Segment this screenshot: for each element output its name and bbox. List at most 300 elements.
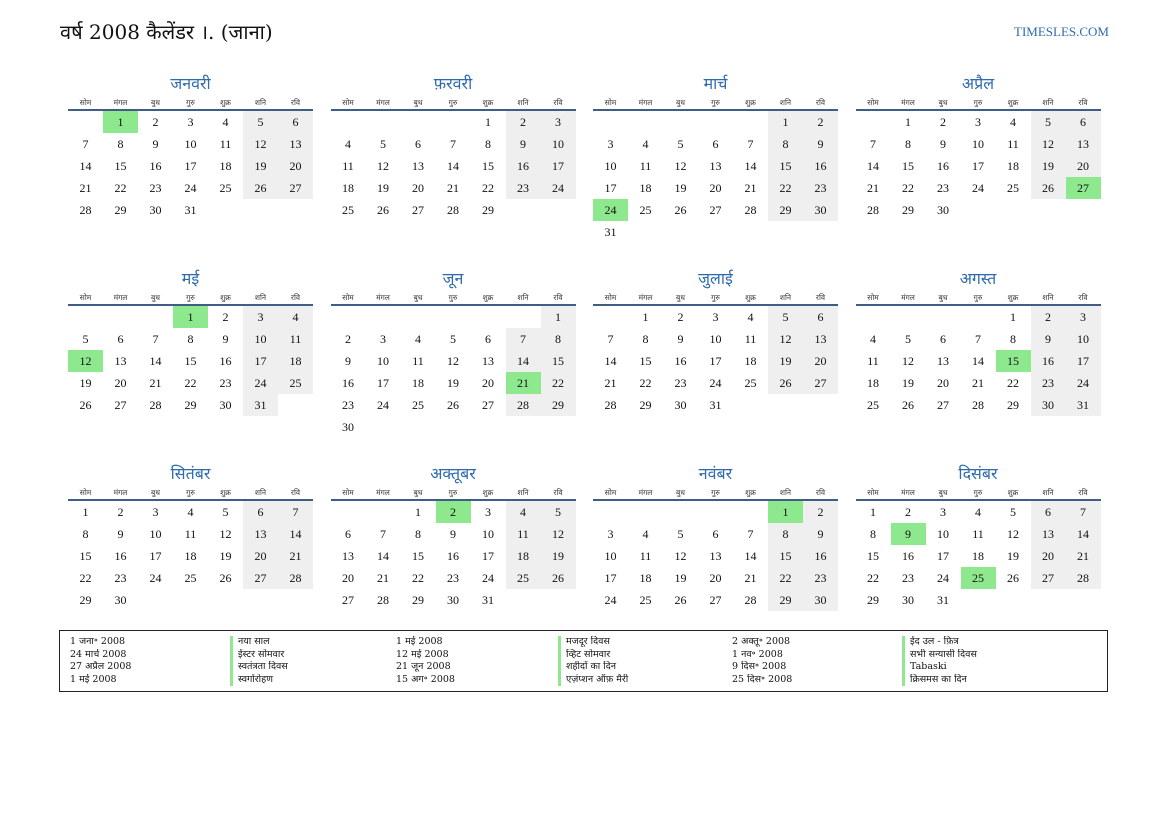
weekday-header: रवि — [278, 96, 313, 110]
day-cell: 17 — [972, 158, 984, 173]
empty-cell — [961, 416, 996, 438]
weekday-header: सोम — [856, 291, 891, 305]
empty-cell — [331, 500, 366, 523]
empty-cell — [436, 110, 471, 133]
weekday-header: बुध — [401, 486, 436, 500]
day-cell: 8 — [1010, 331, 1016, 346]
holiday-name: क्रिसमस का दिन — [902, 674, 1102, 687]
empty-cell — [506, 305, 541, 328]
day-cell: 5 — [541, 500, 576, 523]
empty-cell — [436, 221, 471, 243]
day-cell: 10 — [541, 133, 576, 155]
day-cell: 23 — [803, 567, 838, 589]
weekday-header: सोम — [856, 96, 891, 110]
day-cell: 22 — [412, 570, 424, 585]
day-cell: 29 — [902, 202, 914, 217]
day-cell: 17 — [1066, 350, 1101, 372]
day-cell: 22 — [482, 180, 494, 195]
day-cell: 6 — [712, 526, 719, 541]
day-cell: 30 — [674, 397, 687, 412]
day-cell: 13 — [937, 353, 949, 368]
weekday-header: शुक्र — [471, 486, 506, 500]
empty-cell — [803, 394, 838, 416]
day-cell: 19 — [902, 375, 914, 390]
day-cell: 18 — [219, 158, 232, 173]
day-cell: 8 — [415, 526, 421, 541]
day-cell: 11 — [412, 353, 424, 368]
day-cell: 21 — [604, 375, 617, 390]
day-cell: 1 — [415, 504, 421, 519]
day-cell: 1 — [768, 110, 803, 133]
day-cell: 28 — [744, 592, 757, 607]
day-cell: 20 — [1066, 155, 1101, 177]
empty-cell — [663, 416, 698, 438]
day-cell: 2 — [222, 309, 229, 324]
empty-cell — [1031, 589, 1066, 611]
day-cell: 31 — [243, 394, 278, 416]
empty-cell — [278, 589, 313, 611]
month-table — [331, 486, 576, 633]
empty-cell — [768, 416, 803, 438]
weekday-header: सोम — [856, 486, 891, 500]
empty-cell — [541, 589, 576, 611]
day-cell: 6 — [243, 500, 278, 523]
empty-cell — [208, 416, 243, 438]
month-name: मार्च — [703, 74, 728, 93]
empty-cell — [506, 199, 541, 221]
day-cell: 15 — [639, 353, 652, 368]
day-cell: 18 — [639, 180, 652, 195]
day-cell: 2 — [1031, 305, 1066, 328]
day-cell: 24 — [184, 180, 197, 195]
day-cell: 4 — [222, 114, 229, 129]
day-cell: 19 — [541, 545, 576, 567]
day-cell: 5 — [243, 110, 278, 133]
day-cell: 10 — [149, 526, 162, 541]
day-cell: 4 — [415, 331, 421, 346]
day-cell: 10 — [937, 526, 949, 541]
empty-cell — [926, 221, 961, 243]
day-cell: 22 — [114, 180, 127, 195]
weekday-header: शुक्र — [733, 486, 768, 500]
month-calendar — [68, 267, 313, 454]
day-cell: 15 — [79, 548, 92, 563]
month-name: नवंबर — [698, 464, 733, 483]
day-cell: 16 — [219, 353, 232, 368]
day-cell: 7 — [747, 526, 754, 541]
day-cell: 25 — [412, 397, 424, 412]
empty-cell — [68, 221, 103, 243]
day-cell: 30 — [1031, 394, 1066, 416]
legend-name-column — [902, 636, 1102, 691]
day-cell: 10 — [1066, 328, 1101, 350]
day-cell: 13 — [803, 328, 838, 350]
day-cell: 22 — [768, 567, 803, 589]
empty-cell — [768, 221, 803, 243]
day-cell: 18 — [867, 375, 879, 390]
day-cell: 8 — [642, 331, 649, 346]
month-calendar — [331, 462, 576, 649]
day-cell: 4 — [506, 500, 541, 523]
day-cell: 26 — [674, 202, 687, 217]
weekday-header: मंगल — [628, 486, 663, 500]
empty-cell — [1031, 416, 1066, 438]
day-cell: 25 — [184, 570, 197, 585]
day-cell: 13 — [709, 158, 722, 173]
month-table — [331, 96, 576, 243]
day-cell: 31 — [1066, 394, 1101, 416]
empty-cell — [278, 416, 313, 438]
day-cell: 8 — [117, 136, 124, 151]
day-cell: 23 — [219, 375, 232, 390]
day-cell: 20 — [243, 545, 278, 567]
day-cell: 25 — [744, 375, 757, 390]
day-cell: 11 — [278, 328, 313, 350]
empty-cell — [243, 589, 278, 611]
day-cell: 28 — [79, 202, 92, 217]
day-cell: 28 — [278, 567, 313, 589]
weekday-header: सोम — [68, 291, 103, 305]
day-cell: 29 — [482, 202, 494, 217]
day-cell: 31 — [937, 592, 949, 607]
weekday-header: गुरु — [173, 96, 208, 110]
day-cell: 17 — [604, 570, 617, 585]
day-cell: 27 — [342, 592, 354, 607]
day-cell: 29 — [768, 199, 803, 221]
day-cell: 22 — [768, 177, 803, 199]
empty-cell — [541, 199, 576, 221]
day-cell: 2 — [905, 504, 911, 519]
day-cell: 18 — [1007, 158, 1019, 173]
day-cell: 2 — [803, 500, 838, 523]
day-cell: 24 — [243, 372, 278, 394]
day-cell: 22 — [79, 570, 92, 585]
month-name: अक्तूबर — [430, 464, 476, 483]
day-cell: 2 — [940, 114, 946, 129]
empty-cell — [138, 221, 173, 243]
weekday-header: शुक्र — [208, 291, 243, 305]
day-cell: 14 — [972, 353, 984, 368]
empty-cell — [663, 500, 698, 523]
day-cell: 1 — [870, 504, 876, 519]
day-cell: 21 — [447, 180, 459, 195]
empty-cell — [278, 394, 313, 416]
day-cell: 12 — [674, 158, 687, 173]
empty-cell — [856, 221, 891, 243]
empty-cell — [663, 221, 698, 243]
day-cell: 15 — [184, 353, 197, 368]
day-cell: 9 — [891, 523, 926, 545]
weekday-header: शुक्र — [996, 486, 1031, 500]
empty-cell — [698, 221, 733, 243]
empty-cell — [803, 221, 838, 243]
day-cell: 10 — [482, 526, 494, 541]
day-cell: 12 — [674, 548, 687, 563]
empty-cell — [733, 221, 768, 243]
empty-cell — [733, 394, 768, 416]
holiday-date: 2 अक्तू॰ 2008 — [732, 636, 791, 647]
day-cell: 13 — [412, 158, 424, 173]
empty-cell — [366, 416, 401, 438]
legend-date-column — [70, 636, 230, 691]
weekday-header: बुध — [663, 96, 698, 110]
weekday-header: शनि — [768, 291, 803, 305]
day-cell: 29 — [1007, 397, 1019, 412]
empty-cell — [1031, 221, 1066, 243]
month-table — [68, 96, 313, 243]
day-cell: 1 — [1010, 309, 1016, 324]
day-cell: 16 — [342, 375, 354, 390]
weekday-header: बुध — [926, 486, 961, 500]
day-cell: 26 — [447, 397, 459, 412]
empty-cell — [1066, 589, 1101, 611]
month-name: दिसंबर — [958, 464, 998, 483]
day-cell: 19 — [377, 180, 389, 195]
month-calendar — [331, 267, 576, 454]
day-cell: 23 — [937, 180, 949, 195]
day-cell: 20 — [803, 350, 838, 372]
day-cell: 19 — [1007, 548, 1019, 563]
day-cell: 15 — [541, 350, 576, 372]
empty-cell — [471, 221, 506, 243]
day-cell: 26 — [219, 570, 232, 585]
day-cell: 25 — [342, 202, 354, 217]
weekday-header: बुध — [663, 486, 698, 500]
day-cell: 3 — [607, 136, 614, 151]
empty-cell — [471, 305, 506, 328]
weekday-header: रवि — [803, 486, 838, 500]
day-cell: 18 — [412, 375, 424, 390]
weekday-header: रवि — [541, 291, 576, 305]
weekday-header: गुरु — [436, 96, 471, 110]
weekday-header: मंगल — [628, 96, 663, 110]
day-cell: 7 — [607, 331, 614, 346]
day-cell: 10 — [709, 331, 722, 346]
empty-cell — [68, 110, 103, 133]
day-cell: 27 — [243, 567, 278, 589]
month-table — [856, 486, 1101, 633]
day-cell: 21 — [377, 570, 389, 585]
day-cell: 26 — [243, 177, 278, 199]
day-cell: 23 — [506, 177, 541, 199]
day-cell: 10 — [604, 548, 617, 563]
weekday-header: शुक्र — [208, 486, 243, 500]
day-cell: 16 — [149, 158, 162, 173]
month-table — [856, 291, 1101, 438]
day-cell: 6 — [345, 526, 351, 541]
empty-cell — [138, 416, 173, 438]
month-name: जनवरी — [170, 74, 211, 93]
weekday-header: सोम — [331, 291, 366, 305]
empty-cell — [698, 416, 733, 438]
empty-cell — [768, 394, 803, 416]
day-cell: 25 — [867, 397, 879, 412]
day-cell: 14 — [79, 158, 92, 173]
weekday-header: शनि — [506, 96, 541, 110]
weekday-header: मंगल — [628, 291, 663, 305]
day-cell: 21 — [867, 180, 879, 195]
month-name: मई — [181, 269, 200, 288]
day-cell: 24 — [593, 199, 628, 221]
empty-cell — [401, 110, 436, 133]
empty-cell — [593, 305, 628, 328]
day-cell: 25 — [506, 567, 541, 589]
day-cell: 14 — [149, 353, 162, 368]
day-cell: 12 — [541, 523, 576, 545]
day-cell: 17 — [184, 158, 197, 173]
day-cell: 5 — [82, 331, 89, 346]
day-cell: 20 — [412, 180, 424, 195]
empty-cell — [506, 221, 541, 243]
day-cell: 6 — [415, 136, 421, 151]
month-calendar — [856, 267, 1101, 454]
day-cell: 9 — [506, 133, 541, 155]
empty-cell — [593, 500, 628, 523]
empty-cell — [961, 221, 996, 243]
weekday-header: गुरु — [698, 291, 733, 305]
empty-cell — [401, 221, 436, 243]
day-cell: 15 — [412, 548, 424, 563]
day-cell: 13 — [482, 353, 494, 368]
day-cell: 29 — [412, 592, 424, 607]
weekday-header: शनि — [243, 291, 278, 305]
empty-cell — [541, 416, 576, 438]
weekday-header: बुध — [926, 291, 961, 305]
weekday-header: बुध — [663, 291, 698, 305]
weekday-header: मंगल — [103, 96, 138, 110]
day-cell: 17 — [243, 350, 278, 372]
empty-cell — [173, 221, 208, 243]
day-cell: 16 — [506, 155, 541, 177]
day-cell: 5 — [1010, 504, 1016, 519]
day-cell: 22 — [541, 372, 576, 394]
day-cell: 22 — [1007, 375, 1019, 390]
empty-cell — [733, 110, 768, 133]
day-cell: 27 — [278, 177, 313, 199]
day-cell: 13 — [1066, 133, 1101, 155]
empty-cell — [506, 416, 541, 438]
weekday-header: गुरु — [173, 291, 208, 305]
day-cell: 1 — [768, 500, 803, 523]
weekday-header: सोम — [68, 96, 103, 110]
empty-cell — [331, 221, 366, 243]
empty-cell — [628, 416, 663, 438]
weekday-header: रवि — [1066, 486, 1101, 500]
day-cell: 9 — [117, 526, 124, 541]
empty-cell — [593, 110, 628, 133]
day-cell: 29 — [114, 202, 127, 217]
day-cell: 13 — [243, 523, 278, 545]
day-cell: 12 — [377, 158, 389, 173]
day-cell: 30 — [803, 589, 838, 611]
empty-cell — [926, 305, 961, 328]
holiday-date: 9 दिस॰ 2008 — [732, 661, 787, 672]
day-cell: 2 — [436, 500, 471, 523]
day-cell: 6 — [1031, 500, 1066, 523]
empty-cell — [103, 221, 138, 243]
month-name: जुलाई — [698, 269, 733, 288]
day-cell: 6 — [712, 136, 719, 151]
day-cell: 15 — [768, 545, 803, 567]
day-cell: 28 — [447, 202, 459, 217]
holiday-name: सभी सन्यासी दिवस — [902, 649, 1102, 662]
month-calendar — [593, 72, 838, 259]
day-cell: 10 — [604, 158, 617, 173]
day-cell: 13 — [278, 133, 313, 155]
empty-cell — [68, 416, 103, 438]
day-cell: 1 — [173, 305, 208, 328]
day-cell: 29 — [639, 397, 652, 412]
day-cell: 10 — [243, 328, 278, 350]
weekday-header: बुध — [401, 96, 436, 110]
legend-name-column — [558, 636, 732, 691]
site-link[interactable]: TIMESLES.COM — [1014, 24, 1109, 39]
month-calendar — [593, 267, 838, 454]
day-cell: 21 — [1066, 545, 1101, 567]
day-cell: 24 — [541, 177, 576, 199]
empty-cell — [366, 500, 401, 523]
day-cell: 7 — [450, 136, 456, 151]
empty-cell — [996, 589, 1031, 611]
holiday-name: नया साल — [230, 636, 396, 649]
day-cell: 11 — [867, 353, 879, 368]
empty-cell — [891, 416, 926, 438]
day-cell: 14 — [377, 548, 389, 563]
weekday-header: गुरु — [961, 486, 996, 500]
day-cell: 23 — [674, 375, 687, 390]
day-cell: 24 — [937, 570, 949, 585]
weekday-header: शनि — [768, 486, 803, 500]
day-cell: 23 — [447, 570, 459, 585]
day-cell: 14 — [604, 353, 617, 368]
day-cell: 26 — [377, 202, 389, 217]
empty-cell — [803, 416, 838, 438]
day-cell: 30 — [902, 592, 914, 607]
day-cell: 16 — [1031, 350, 1066, 372]
day-cell: 27 — [937, 397, 949, 412]
day-cell: 20 — [709, 180, 722, 195]
day-cell: 10 — [377, 353, 389, 368]
day-cell: 11 — [639, 158, 652, 173]
day-cell: 3 — [1066, 305, 1101, 328]
day-cell: 30 — [803, 199, 838, 221]
day-cell: 8 — [82, 526, 89, 541]
day-cell: 24 — [709, 375, 722, 390]
weekday-header: शनि — [243, 96, 278, 110]
day-cell: 14 — [867, 158, 879, 173]
empty-cell — [961, 589, 996, 611]
empty-cell — [278, 221, 313, 243]
day-cell: 20 — [937, 375, 949, 390]
day-cell: 22 — [867, 570, 879, 585]
day-cell: 11 — [744, 331, 757, 346]
day-cell: 17 — [604, 180, 617, 195]
day-cell: 27 — [709, 592, 722, 607]
weekday-header: शनि — [1031, 291, 1066, 305]
weekday-header: गुरु — [961, 291, 996, 305]
day-cell: 20 — [342, 570, 354, 585]
holiday-date: 21 जून 2008 — [396, 661, 451, 672]
day-cell: 12 — [447, 353, 459, 368]
day-cell: 3 — [541, 110, 576, 133]
day-cell: 18 — [278, 350, 313, 372]
month-table — [68, 291, 313, 438]
empty-cell — [401, 305, 436, 328]
day-cell: 3 — [975, 114, 981, 129]
day-cell: 20 — [709, 570, 722, 585]
day-cell: 1 — [642, 309, 649, 324]
weekday-header: शुक्र — [996, 96, 1031, 110]
